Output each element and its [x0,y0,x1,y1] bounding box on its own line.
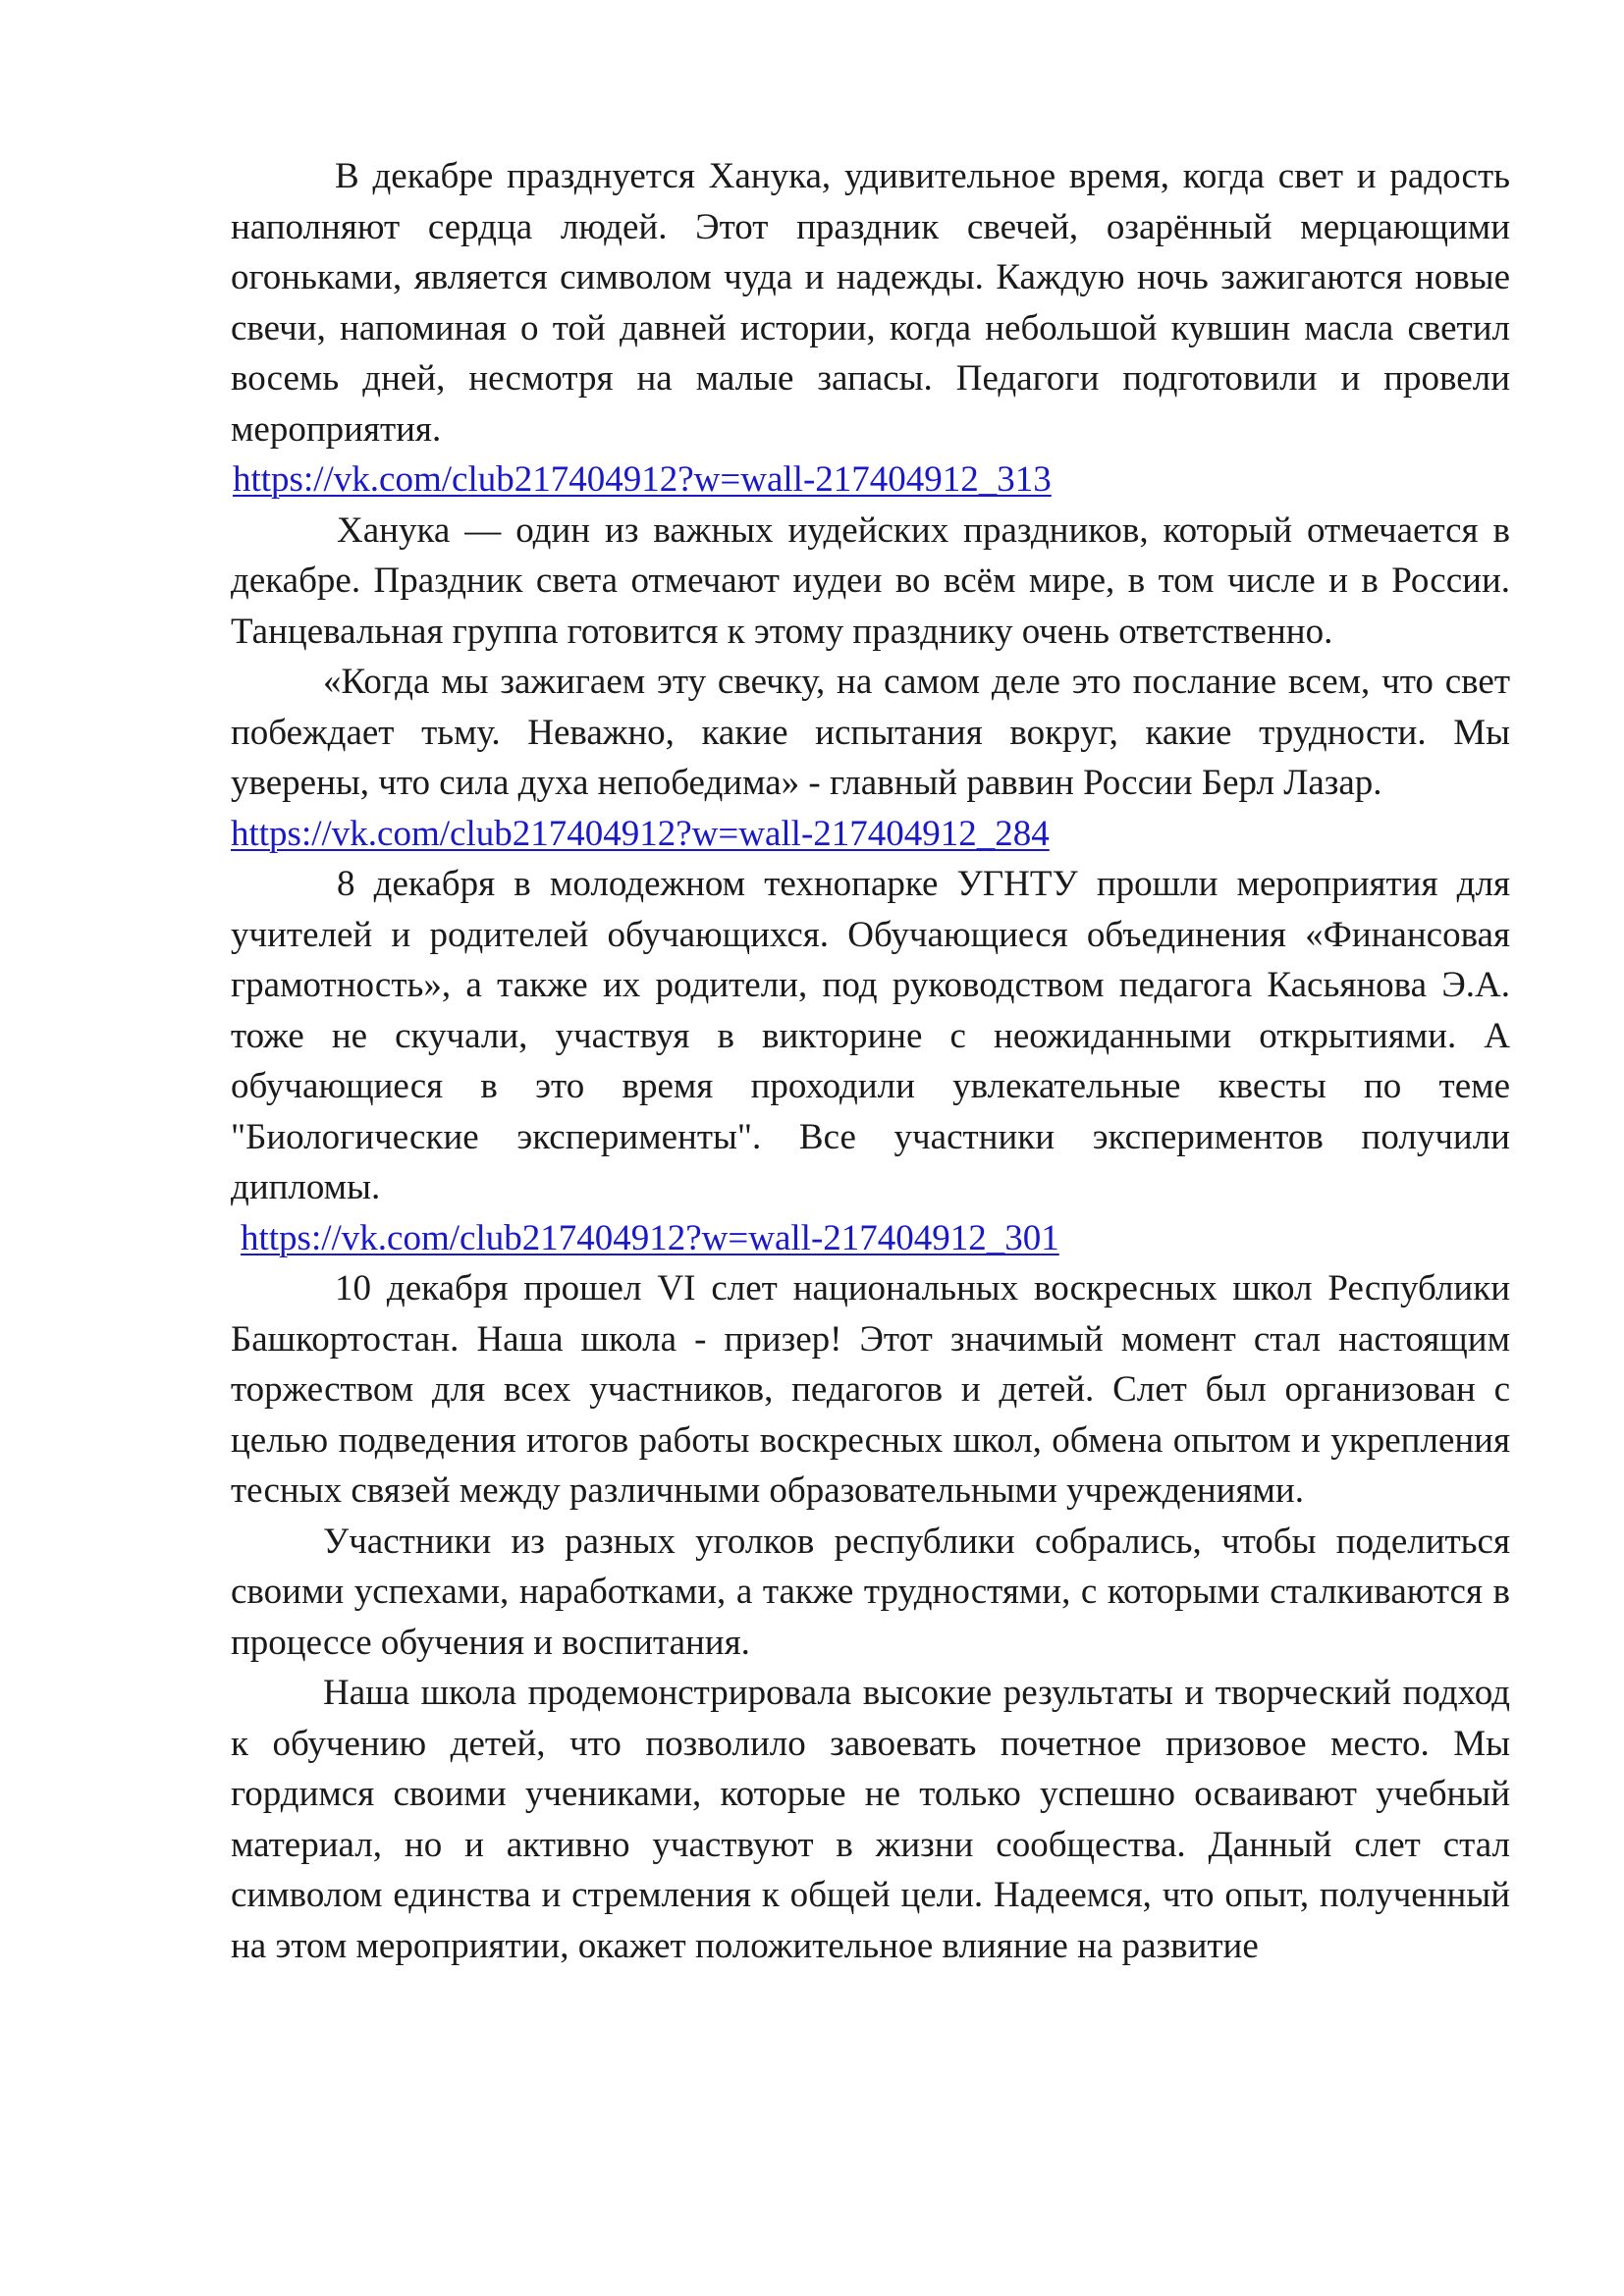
paragraph-participants: Участники из разных уголков республики собрались, чтобы поделиться своими успехами, наработками, а также трудностями, с которыми сталкиваются в процессе обучения и воспитания. [231,1521,1510,1663]
paragraph-technopark: 8 декабря в молодежном технопарке УГНТУ прошли мероприятия для учителей и родителей обучающихся. Обучающиеся объединения «Финансовая грамотность», а также их родители, под руководством педагога Касьянова Э.А. тоже не скучали, участвуя в викторине с неожиданными открытиями. А обучающиеся в это время проходили увлекательные квесты по теме "Биологические эксперименты". Все участники экспериментов получили дипломы. [231,864,1510,1207]
paragraph-hanukkah-dance: Ханука — один из важных иудейских праздников, который отмечается в декабре. Праздник света отмечают иудеи во всём мире, в том числе и в России. Танцевальная группа готовится к этому празднику очень ответственно. [231,509,1510,652]
document-body [231,151,1510,1971]
link-line-284 [231,809,1510,860]
vk-post-link-313[interactable]: https://vk.com/club217404912?w=wall-217404912_313 [233,459,1052,500]
link-line-313 [231,454,1510,506]
paragraph-quote-lazar: «Когда мы зажигаем эту свечку, на самом деле это послание всем, что свет побеждает тьму. Неважно, какие испытания вокруг, какие трудности. Мы уверены, что сила духа непобедима» - главный раввин России Берл Лазар. [231,662,1510,803]
vk-post-link-301[interactable]: https://vk.com/club217404912?w=wall-217404912_301 [241,1217,1059,1258]
paragraph-hanukkah-intro: В декабре празднуется Ханука, удивительное время, когда свет и радость наполняют сердца людей. Этот праздник свечей, озарённый мерцающими огоньками, является символом чуда и надежды. Каждую ночь зажигаются новые свечи, напоминая о той давней истории, когда небольшой кувшин масла светил восемь дней, несмотря на малые запасы. Педагоги подготовили и провели мероприятия. [231,156,1510,450]
paragraph-sunday-schools-meeting: 10 декабря прошел VI слет национальных воскресных школ Республики Башкортостан. Наша школа - призер! Этот значимый момент стал настоящим торжеством для всех участников, педагогов и детей. Слет был организован с целью подведения итогов работы воскресных школ, обмена опытом и укрепления тесных связей между различными образовательными учреждениями. [231,1268,1510,1511]
vk-post-link-284[interactable]: https://vk.com/club217404912?w=wall-217404912_284 [231,813,1050,854]
paragraph-school-results: Наша школа продемонстрировала высокие результаты и творческий подход к обучению детей, что позволило завоевать почетное призовое место. Мы гордимся своими учениками, которые не только успешно осваивают учебный материал, но и активно участвуют в жизни сообщества. Данный слет стал символом единства и стремления к общей цели. Надеемся, что опыт, полученный на этом мероприятии, окажет положительное влияние на развитие [231,1673,1510,1966]
link-line-301 [231,1213,1510,1264]
